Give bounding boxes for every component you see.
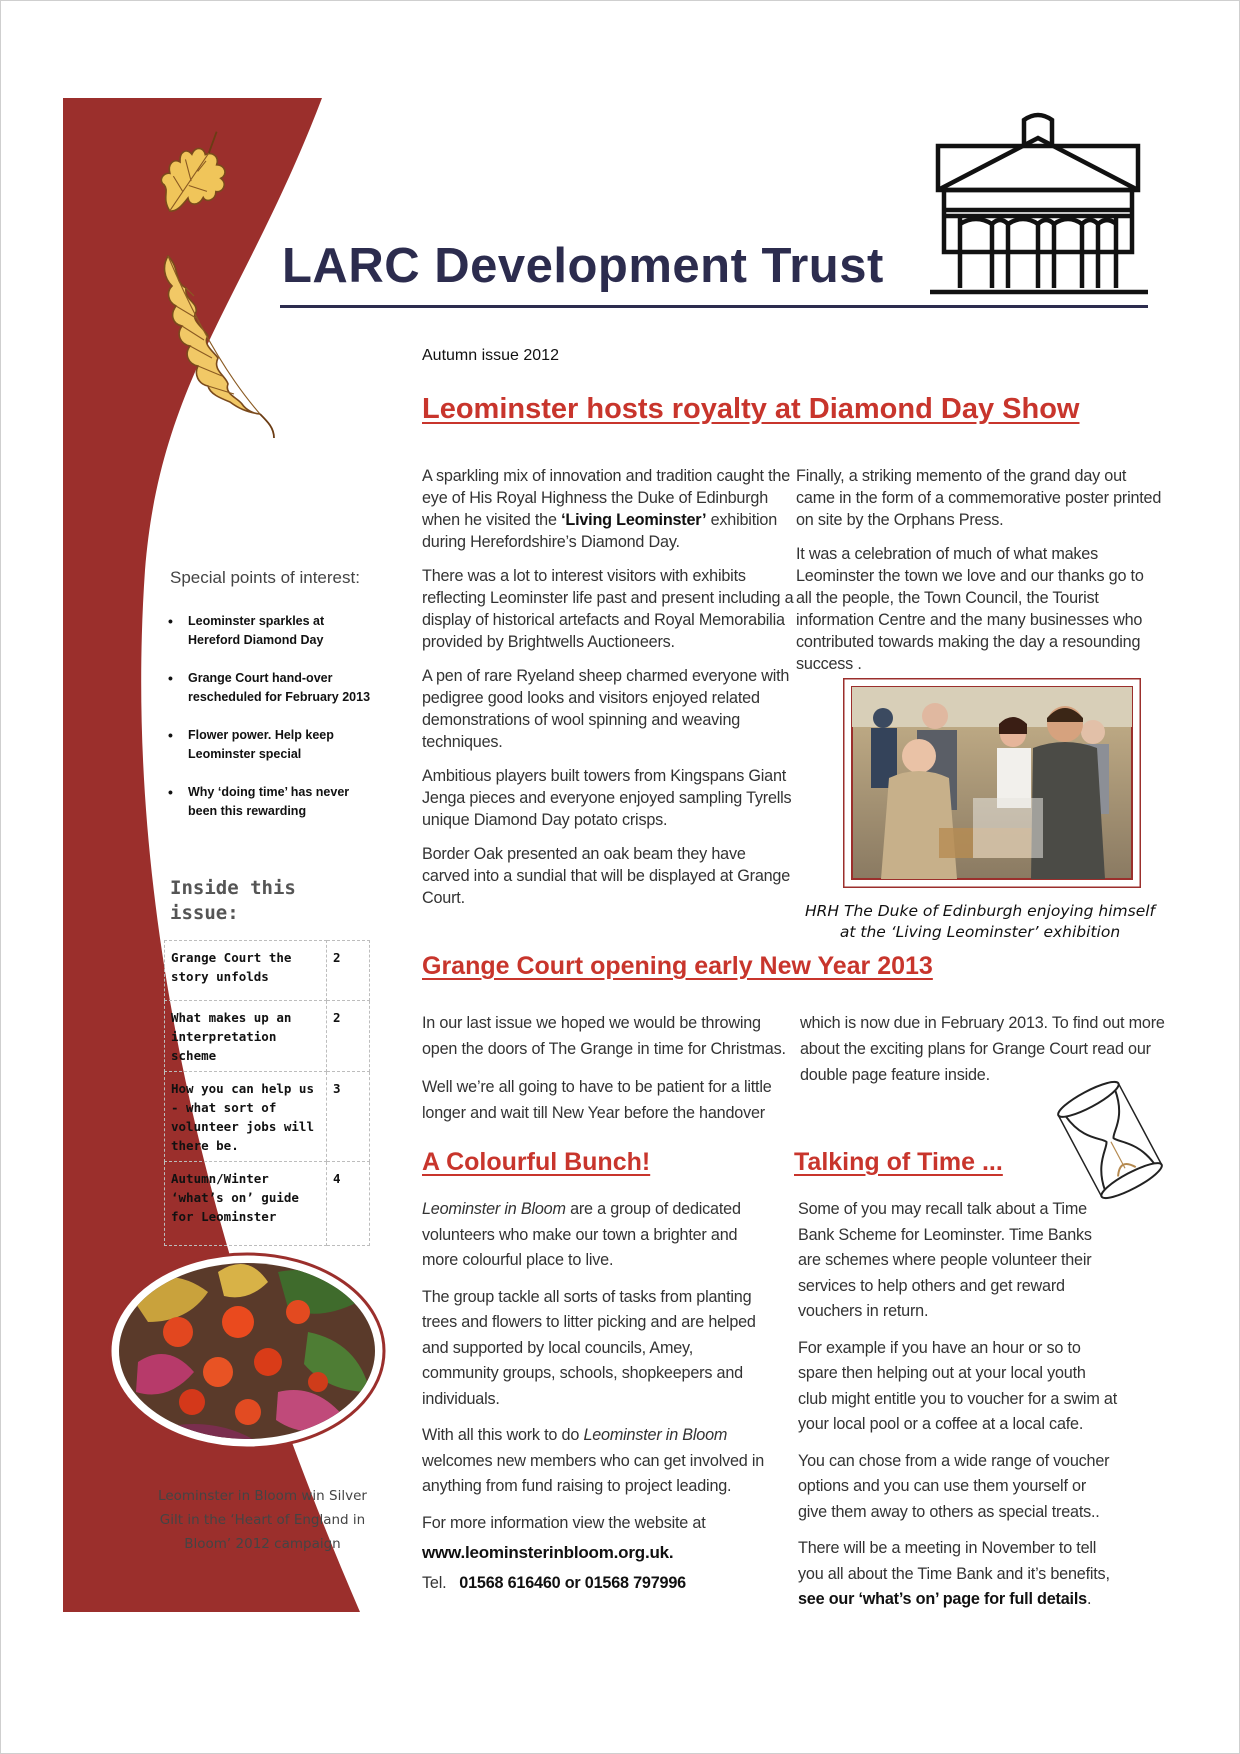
tel-label: Tel.	[422, 1573, 447, 1592]
lead-paragraph: It was a celebration of much of what makes Leominster the town we love and our thanks go to all the people, the Town Council, the Tourist information Centre and the many businesses who contributed towards making the day a resounding success .	[796, 545, 1144, 673]
oak-leaf-large-icon	[150, 248, 280, 443]
lead-paragraph: There was a lot to interest visitors with exhibits reflecting Leominster life past and present including a display of historical artefacts and Royal Memorabilia provided by Brightwells Auctioneers.	[422, 567, 794, 651]
contents-page: 4	[327, 1162, 370, 1246]
photo-caption: HRH The Duke of Edinburgh enjoying himself at the ‘Living Leominster’ exhibition	[804, 902, 1156, 941]
grange-building-logo	[930, 112, 1150, 300]
contents-page: 3	[327, 1072, 370, 1162]
group-name: Leominster in Bloom	[583, 1426, 728, 1444]
contents-page: 2	[327, 1001, 370, 1072]
text-run: welcomes new members who can get involved in anything from fund raising to project leading.	[422, 1451, 765, 1495]
masthead-title: LARC Development Trust	[282, 239, 884, 293]
bunch-paragraph: The group tackle all sorts of tasks from planting trees and flowers to litter picking and are helped and supported by local councils, Amey, community groups, schools, shopkeepers and individuals.	[422, 1287, 756, 1408]
grange-paragraph: Well we’re all going to have to be patient for a little longer and wait till New Year before the handover	[422, 1078, 772, 1122]
inside-issue-title: Inside this issue:	[170, 877, 296, 924]
hourglass-icon	[1046, 1076, 1174, 1204]
lead-headline: Leominster hosts royalty at Diamond Day Show	[422, 393, 1080, 425]
time-headline: Talking of Time ...	[794, 1148, 1003, 1176]
text-run: are a group of dedicated volunteers who make our town a brighter and more colourful place to live.	[422, 1200, 741, 1269]
special-points-list	[168, 612, 378, 840]
contents-label: How you can help us - what sort of volunteer jobs will there be.	[165, 1072, 327, 1162]
grange-paragraph: which is now due in February 2013. To find out more about the exciting plans for Grange Court read our double page feature inside.	[800, 1014, 1165, 1084]
bunch-paragraph: For more information view the website at	[422, 1513, 706, 1532]
bloom-caption: Leominster in Bloom win Silver Gilt in the ‘Heart of England in Bloom’ 2012 campaign	[158, 1488, 367, 1552]
time-paragraph	[798, 1536, 1118, 1613]
time-paragraph: Some of you may recall talk about a Time Bank Scheme for Leominster. Time Banks are schemes where people volunteer their services to help others and get reward vouchers in return.	[798, 1200, 1092, 1320]
contents-row	[165, 1001, 370, 1072]
lead-column-2	[796, 465, 1162, 687]
exhibition-name: ‘Living Leominster’	[561, 511, 707, 529]
text-run: With all this work to do	[422, 1426, 584, 1444]
grange-headline: Grange Court opening early New Year 2013	[422, 952, 933, 980]
special-point-item: • Why ‘doing time’ has never been this rewarding	[168, 783, 378, 821]
text-run: exhibition during Herefordshire’s Diamond Day.	[422, 511, 778, 551]
contents-label: Grange Court the story unfolds	[165, 941, 327, 1001]
grange-column-1	[422, 1010, 792, 1138]
masthead-rule	[280, 305, 1148, 308]
contents-page: 2	[327, 941, 370, 1001]
time-paragraph: For example if you have an hour or so to spare then helping out at your local youth club might entitle you to voucher for a swim at your local pool or a coffee at a local cafe.	[798, 1338, 1117, 1433]
time-column	[798, 1197, 1118, 1624]
bloom-flower-photo	[108, 1252, 386, 1450]
bunch-paragraph	[422, 1197, 770, 1274]
contents-table	[164, 940, 370, 1246]
contents-row	[165, 1072, 370, 1162]
contents-row	[165, 1162, 370, 1246]
lead-paragraph: Finally, a striking memento of the grand day out came in the form of a commemorative poster printed on site by the Orphans Press.	[796, 467, 1162, 529]
text-run: A sparkling mix of innovation and tradition caught the eye of His Royal Highness the Duke of Edinburgh when he visited the	[422, 467, 791, 529]
lead-column-1	[422, 465, 794, 921]
bunch-website-line	[422, 1540, 770, 1567]
lead-paragraph	[422, 465, 794, 553]
oak-leaf-icon	[138, 128, 248, 228]
bunch-tel-line	[422, 1571, 770, 1597]
text-run: There will be a meeting in November to tell you all about the Time Bank and it’s benefits,	[798, 1539, 1110, 1583]
website-link[interactable]: www.leominsterinbloom.org.uk.	[422, 1543, 674, 1562]
special-point-item: • Leominster sparkles at Hereford Diamond Day	[168, 612, 378, 650]
lead-paragraph: A pen of rare Ryeland sheep charmed everyone with pedigree good looks and visitors enjoyed related demonstrations of wool spinning and weaving techniques.	[422, 667, 790, 751]
time-paragraph: You can chose from a wide range of voucher options and you can use them yourself or give them away to others as special treats..	[798, 1451, 1110, 1521]
issue-label: Autumn issue 2012	[422, 347, 559, 364]
bunch-column	[422, 1197, 770, 1607]
special-point-item: • Flower power. Help keep Leominster special	[168, 726, 378, 764]
bunch-paragraph	[422, 1423, 770, 1500]
lead-paragraph: Ambitious players built towers from Kingspans Giant Jenga pieces and everyone enjoyed sampling Tyrells unique Diamond Day potato crisps.	[422, 767, 792, 829]
duke-photo	[843, 678, 1141, 888]
contents-row	[165, 941, 370, 1001]
contents-label: Autumn/Winter ‘what’s on’ guide for Leominster	[165, 1162, 327, 1246]
grange-paragraph: In our last issue we hoped we would be throwing open the doors of The Grange in time for Christmas.	[422, 1014, 786, 1058]
whats-on-reference: see our ‘what’s on’ page for full details	[798, 1590, 1087, 1608]
bunch-headline: A Colourful Bunch!	[422, 1148, 651, 1176]
group-name: Leominster in Bloom	[422, 1200, 566, 1218]
contents-label: What makes up an interpretation scheme	[165, 1001, 327, 1072]
tel-numbers: 01568 616460 or 01568 797996	[459, 1573, 686, 1592]
special-point-item: • Grange Court hand-over rescheduled for February 2013	[168, 669, 378, 707]
lead-paragraph: Border Oak presented an oak beam they have carved into a sundial that will be displayed at Grange Court.	[422, 845, 791, 907]
text-run: .	[1086, 1590, 1092, 1608]
special-points-title: Special points of interest:	[170, 568, 360, 587]
